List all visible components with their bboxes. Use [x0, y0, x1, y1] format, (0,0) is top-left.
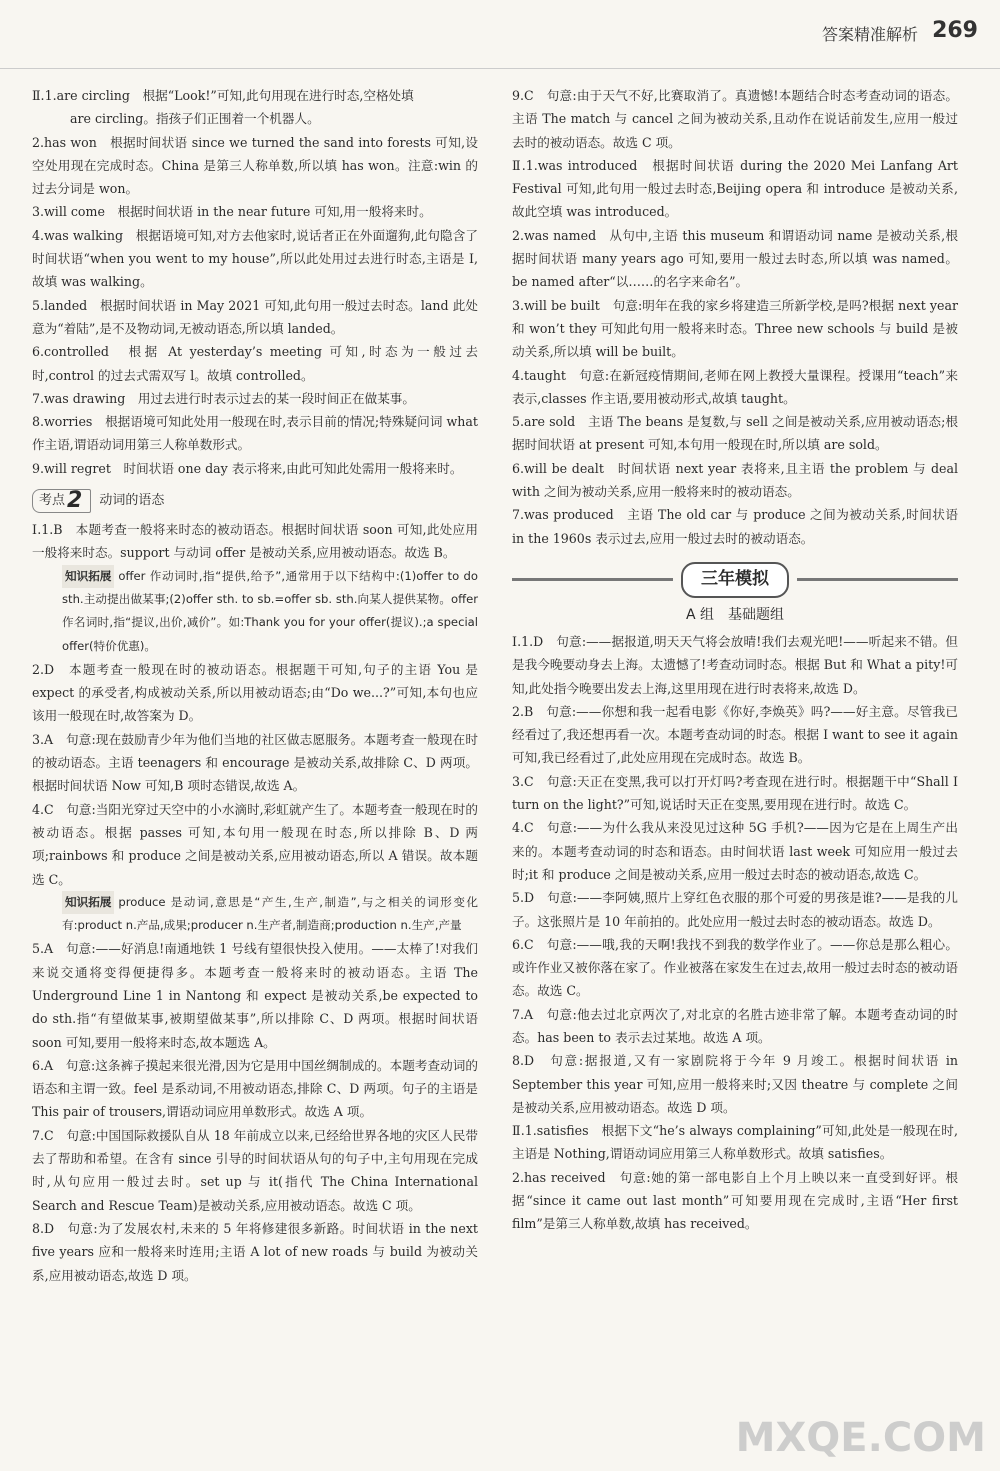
group-heading: A 组 基础题组	[685, 606, 785, 623]
answer-paragraph: 4.taught 句意:在新冠疫情期间,老师在网上教授大量课程。授课用“teach”来表示,classes 作主语,要用被动形式,故填 taught。	[512, 367, 958, 406]
answer-paragraph: 6.A 句意:这条裤子摸起来很光滑,因为它是用中国丝绸制成的。本题考查动词的语态和主谓一致。feel 是系动词,不用被动语态,排除 C、D 两项。句子的主语是 This pair of trousers,谓语动词应用单数形式。故选 A 项。	[32, 1057, 478, 1120]
answer-paragraph: 6.C 句意:——哦,我的天啊!我找不到我的数学作业了。——你总是那么粗心。或许作业又被你落在家了。作业被落在家发生在过去,故用一般过去时态的被动语态。故选 C。	[512, 936, 958, 999]
section-badge	[32, 489, 91, 513]
section-banner	[512, 560, 958, 600]
answer-paragraph: 5.landed 根据时间状语 in May 2021 可知,此句用一般过去时态。land 此处意为“着陆”,是不及物动词,无被动语态,所以填 landed。	[32, 297, 478, 336]
answer-paragraph: 2.was named 从句中,主语 this museum 和谓语动词 name 是被动关系,根据时间状语 many years ago 可知,要用一般过去时态,所以填 was named。be named after“以……的名字来命名”。	[512, 227, 958, 290]
answer-paragraph: 8.D 句意:据报道,又有一家剧院将于今年 9 月竣工。根据时间状语 in September this year 可知,应用一般将来时;又因 theatre 与 complete 之间是被动关系,应用被动语态。故选 D 项。	[512, 1053, 958, 1115]
section-badge-label: 考点	[39, 493, 66, 509]
answer-paragraph: 9.C 句意:由于天气不好,比赛取消了。真遗憾!本题结合时态考查动词的语态。主语 The match 与 cancel 之间为被动关系,且动作在说话前发生,应用一般过去时的被动语态。故选 C 项。	[512, 88, 958, 150]
answer-paragraph: 4.was walking 根据语境可知,对方去他家时,说话者正在外面遛狗,此句隐含了时间状语“when you went to my house”,所以此处用过去进行时态,主语是 I,故填 was walking。	[32, 227, 478, 290]
page-header	[0, 0, 1000, 64]
answer-paragraph: 3.A 句意:现在鼓励青少年为他们当地的社区做志愿服务。本题考查一般现在时的被动语态。主语 teenagers 和 encourage 是被动关系,故排除 C、D 两项。根据时间状语 Now 可知,B 项时态错误,故选 A。	[32, 731, 478, 794]
page-number: 269	[932, 18, 978, 43]
knowledge-extension-text: produce 是动词,意思是“产生,生产,制造”,与之相关的词形变化有:product n.产品,成果;producer n.生产者,制造商;production n.生产,产量	[62, 894, 478, 933]
answer-paragraph: Ⅰ.1.D 句意:——据报道,明天天气将会放晴!我们去观光吧!——听起来不错。但是我今晚要动身去上海。太遗憾了!考查动词时态。根据 But 和 What a pity!可知,此处指今晚要出发去上海,这里用现在进行时表将来,故选 D。	[512, 633, 958, 696]
left-column	[32, 84, 478, 1287]
answer-paragraph: 2.D 本题考查一般现在时的被动语态。根据题干可知,句子的主语 You 是 expect 的承受者,构成被动关系,所以用被动语态;由“Do we...?”可知,本句也应该用一般现在时,故答案为 D。	[32, 661, 478, 724]
banner-line-right	[797, 578, 958, 581]
site-watermark: MXQE.COM	[735, 1415, 986, 1461]
answer-paragraph: are circling。指孩子们正围着一个机器人。	[70, 111, 320, 127]
answer-paragraph: 9.will regret 时间状语 one day 表示将来,由此可知此处需用一般将来时。	[32, 460, 463, 476]
answer-paragraph: 3.C 句意:天正在变黑,我可以打开灯吗?考查现在进行时。根据题干中“Shall I turn on the light?”可知,说话时天正在变黑,要用现在进行时。故选 C。	[512, 773, 958, 813]
header-title: 答案精准解析	[821, 25, 918, 44]
section-heading	[32, 486, 478, 516]
answer-paragraph: 3.will come 根据时间状语 in the near future 可知,用一般将来时。	[32, 204, 432, 220]
answer-paragraph: 2.B 句意:——你想和我一起看电影《你好,李焕英》吗?——好主意。尽管我已经看过了,我还想再看一次。本题考查动词的时态。根据 I want to see it again 可知,我已经看过了,此处应用现在完成时态。故选 B。	[512, 703, 958, 766]
answer-paragraph: 2.has won 根据时间状语 since we turned the sand into forests 可知,设空处用现在完成时态。China 是第三人称单数,所以填 has won。注意:win 的过去分词是 won。	[32, 134, 478, 197]
answer-paragraph: Ⅱ.1.satisfies 根据下文“he’s always complaining”可知,此处是一般现在时,主语是 Nothing,谓语动词应用第三人称单数形式。故填 satisfies。	[512, 1123, 958, 1162]
answer-paragraph: Ⅱ.1.was introduced 根据时间状语 during the 2020 Mei Lanfang Art Festival 可知,此句用一般过去时态,Beijing opera 和 introduce 是被动关系,故此空填 was introduced。	[512, 157, 958, 220]
answer-paragraph: 5.D 句意:——李阿姨,照片上穿红色衣服的那个可爱的男孩是谁?——是我的儿子。这张照片是 10 年前拍的。此处应用一般过去时态的被动语态。故选 D。	[512, 890, 958, 929]
answer-paragraph: Ⅱ.1.are circling 根据“Look!”可知,此句用现在进行时态,空格处填	[32, 88, 414, 103]
answer-paragraph: 2.has received 句意:她的第一部电影自上个月上映以来一直受到好评。根据“since it came out last month”可知要用现在完成时,主语“Her first film”是第三人称单数,故填 has received。	[512, 1169, 958, 1232]
answer-paragraph: 7.A 句意:他去过北京两次了,对北京的名胜古迹非常了解。本题考查动词的时态。has been to 表示去过某地。故选 A 项。	[512, 1006, 958, 1045]
section-badge-number: 2	[67, 488, 83, 514]
answer-paragraph: 6.will be dealt 时间状语 next year 表将来,且主语 the problem 与 deal with 之间为被动关系,应用一般将来时的被动语态。	[512, 460, 958, 500]
answer-paragraph: 7.C 句意:中国国际救援队自从 18 年前成立以来,已经给世界各地的灾区人民带去了帮助和希望。在含有 since 引导的时间状语从句的句子中,主句用现在完成时,从句应用一般过去时。set up 与 it(指代 The China International Search and Rescue Team)是被动关系,应用被动语态。故选 C 项。	[32, 1127, 478, 1213]
header-rule	[0, 68, 1000, 69]
answer-paragraph: 6.controlled 根据 At yesterday’s meeting 可知,时态为一般过去时,control 的过去式需双写 l。故填 controlled。	[32, 344, 478, 383]
knowledge-extension-label: 知识拓展	[62, 891, 114, 914]
answer-paragraph: 5.A 句意:——好消息!南通地铁 1 号线有望很快投入使用。——太棒了!对我们来说交通将变得便捷得多。本题考查一般将来时的被动语态。主语 The Underground Line 1 in Nantong 和 expect 是被动关系,be expected to do sth.指“有望做某事,被期望做某事”,所以排除 C、D 两项。根据时间状语 soon 可知,要用一般将来时态,故本题选 A。	[32, 941, 478, 1050]
section-title: 动词的语态	[99, 493, 165, 509]
knowledge-extension-text: offer 作动词时,指“提供,给予”,通常用于以下结构中:(1)offer to do sth.主动提出做某事;(2)offer sth. to sb.=offer sb. sth.向某人提供某物。offer 作名词时,指“提议,出价,减价”。如:Thank you for your offer(提议).;a special offer(特价优惠)。	[62, 568, 478, 653]
banner-title: 三年模拟	[681, 562, 789, 597]
knowledge-extension-label: 知识拓展	[62, 565, 114, 588]
answer-paragraph: 4.C 句意:——为什么我从来没见过这种 5G 手机?——因为它是在上周生产出来的。本题考查动词的时态和语态。由时间状语 last week 可知应用一般过去时;it 和 produce 之间是被动关系,应用一般过去时态的被动语态,故选 C。	[512, 820, 958, 882]
answer-paragraph: 5.are sold 主语 The beans 是复数,与 sell 之间是被动关系,应用被动语态;根据时间状语 at present 可知,本句用一般现在时,所以填 are sold。	[512, 414, 958, 453]
answer-paragraph: Ⅰ.1.B 本题考查一般将来时态的被动语态。根据时间状语 soon 可知,此处应用一般将来时态。support 与动词 offer 是被动关系,应用被动语态。故选 B。	[32, 522, 478, 561]
answer-paragraph: 7.was drawing 用过去进行时表示过去的某一段时间正在做某事。	[32, 390, 415, 406]
answer-paragraph: 7.was produced 主语 The old car 与 produce 之间为被动关系,时间状语 in the 1960s 表示过去,应用一般过去时的被动语态。	[512, 507, 958, 546]
knowledge-extension	[32, 565, 478, 658]
answer-paragraph: 4.C 句意:当阳光穿过天空中的小水滴时,彩虹就产生了。本题考查一般现在时的被动语态。根据 passes 可知,本句用一般现在时态,所以排除 B、D 两项;rainbows 和 produce 之间是被动关系,应用被动语态,所以 A 错误。故本题选 C。	[32, 801, 478, 887]
right-column	[512, 84, 958, 1236]
answer-paragraph: 8.D 句意:为了发展农村,未来的 5 年将修建很多新路。时间状语 in the next five years 应和一般将来时连用;主语 A lot of new roads 与 build 为被动关系,应用被动语态,故选 D 项。	[32, 1220, 478, 1283]
knowledge-extension	[32, 891, 478, 938]
banner-line-left	[512, 578, 673, 581]
answer-paragraph: 8.worries 根据语境可知此处用一般现在时,表示目前的情况;特殊疑问词 what 作主语,谓语动词用第三人称单数形式。	[32, 414, 478, 453]
answer-paragraph: 3.will be built 句意:明年在我的家乡将建造三所新学校,是吗?根据 next year 和 won’t they 可知此句用一般将来时态。Three new schools 与 build 是被动关系,所以填 will be built。	[512, 297, 958, 360]
